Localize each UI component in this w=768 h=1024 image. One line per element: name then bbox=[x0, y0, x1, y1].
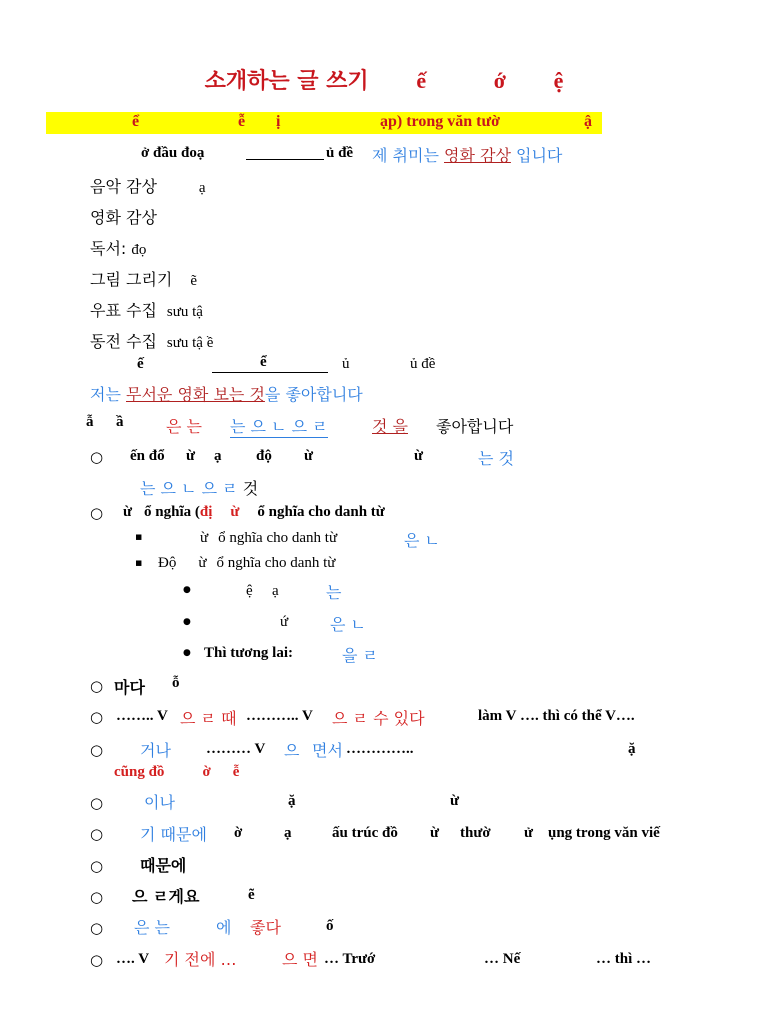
square-bullet-icon: ▪ bbox=[135, 530, 143, 543]
intro-example bbox=[372, 143, 562, 166]
grammar-pattern: 으 면 bbox=[282, 950, 318, 969]
title-korean: 소개하는 글 쓰기 bbox=[204, 69, 369, 94]
grammar-pattern: 기 전에 … bbox=[164, 950, 237, 969]
example-text: 제 취미는 bbox=[372, 146, 444, 165]
grammar-noun: 것 을 bbox=[372, 417, 408, 436]
grammar-pattern: 으 ㄹ 수 있다 bbox=[332, 709, 425, 728]
grammar-ending: 을 ㄹ bbox=[342, 646, 378, 665]
circle-bullet-icon: ○ bbox=[90, 504, 104, 522]
text-fragment: ế bbox=[137, 356, 144, 372]
dot-bullet-icon: ● bbox=[183, 648, 191, 658]
item5-detail: cũng đồ ờ ễ bbox=[114, 764, 240, 780]
grammar-pattern: 면서 bbox=[312, 741, 343, 760]
hobby-item: 그림 그리기 ẽ bbox=[90, 270, 198, 289]
intro-prefix: ở đầu đoạ bbox=[141, 145, 205, 161]
circle-bullet-icon: ○ bbox=[90, 677, 104, 695]
hobby-item: 동전 수집 sưu tậ ề bbox=[90, 332, 214, 351]
grammar-particle: 에 bbox=[216, 918, 232, 937]
circle-bullet-icon: ○ bbox=[90, 857, 104, 875]
highlight-banner bbox=[46, 112, 602, 134]
example-sentence: 저는 무서운 영화 보는 것을 좋아합니다 bbox=[90, 385, 363, 404]
dot-bullet-icon: ● bbox=[183, 617, 191, 627]
text-fragment: ể bbox=[260, 354, 267, 370]
text-fragment: ủ bbox=[342, 356, 350, 372]
banner-part: ễ bbox=[238, 113, 246, 130]
blank-line bbox=[212, 358, 328, 373]
grammar-noun: 는 것 bbox=[478, 449, 514, 468]
item1-detail: 는 으 ㄴ 으 ㄹ 것 bbox=[140, 479, 259, 498]
circle-bullet-icon: ○ bbox=[90, 708, 104, 726]
title-part: ế bbox=[416, 68, 427, 93]
circle-bullet-icon: ○ bbox=[90, 951, 104, 969]
grammar-pattern: 으 bbox=[284, 741, 300, 760]
banner-part: ậ bbox=[584, 113, 592, 130]
item2-text: ừ ổ nghĩa (đị ừ ổ nghĩa cho danh từ bbox=[123, 504, 385, 520]
square-bullet-icon: ▪ bbox=[135, 556, 143, 569]
page-title bbox=[0, 64, 768, 95]
dot-bullet-icon: ● bbox=[183, 585, 191, 595]
grammar-pattern: 기 때문에 bbox=[140, 825, 207, 844]
text-fragment: 좋아합니다 bbox=[436, 417, 514, 436]
sub2-text: Độ ừ ổ nghĩa cho danh từ bbox=[158, 555, 336, 571]
circle-bullet-icon: ○ bbox=[90, 919, 104, 937]
banner-part: ể bbox=[132, 113, 140, 130]
text-fragment: ẫ bbox=[86, 414, 94, 430]
circle-bullet-icon: ○ bbox=[90, 888, 104, 906]
hobby-item: 음악 감상 ạ bbox=[90, 177, 206, 196]
grammar-pattern: 거나 bbox=[140, 741, 171, 760]
circle-bullet-icon: ○ bbox=[90, 825, 104, 843]
hobby-item: 독서: đọ bbox=[90, 239, 147, 258]
title-part: ớ bbox=[493, 68, 506, 93]
grammar-pattern: 으 ㄹ 때 bbox=[180, 709, 237, 728]
circle-bullet-icon: ○ bbox=[90, 794, 104, 812]
title-part: ệ bbox=[553, 68, 564, 93]
blank-line bbox=[246, 145, 324, 160]
grammar-ending: 는 bbox=[326, 583, 342, 602]
banner-part: ạp) trong văn tườ bbox=[380, 113, 500, 130]
intro-suffix: ủ đề bbox=[326, 145, 354, 161]
banner-part: ị bbox=[276, 113, 281, 130]
circle-bullet-icon: ○ bbox=[90, 741, 104, 759]
hobby-item: 영화 감상 bbox=[90, 208, 157, 227]
example-highlight: 무서운 영화 보는 것 bbox=[126, 385, 265, 404]
example-highlight: 영화 감상 bbox=[444, 146, 511, 165]
grammar-endings: 는 으 ㄴ 으 ㄹ bbox=[230, 414, 328, 438]
grammar-pattern: 이나 bbox=[144, 793, 175, 812]
grammar-ending: 은 ㄴ bbox=[330, 615, 366, 634]
example-text: 입니다 bbox=[510, 146, 563, 165]
grammar-particle: 은 는 bbox=[134, 918, 170, 937]
grammar-particle: 은 는 bbox=[166, 417, 202, 436]
hobby-item: 우표 수집 sưu tậ bbox=[90, 301, 203, 320]
text-fragment: ầ bbox=[116, 414, 124, 430]
circle-bullet-icon: ○ bbox=[90, 448, 104, 466]
grammar-ending: 은 ㄴ bbox=[404, 531, 440, 550]
text-fragment: ủ đề bbox=[410, 356, 436, 372]
sub1-text: ừ ổ nghĩa cho danh từ bbox=[200, 530, 338, 546]
grammar-pattern: 좋다 bbox=[250, 918, 281, 937]
